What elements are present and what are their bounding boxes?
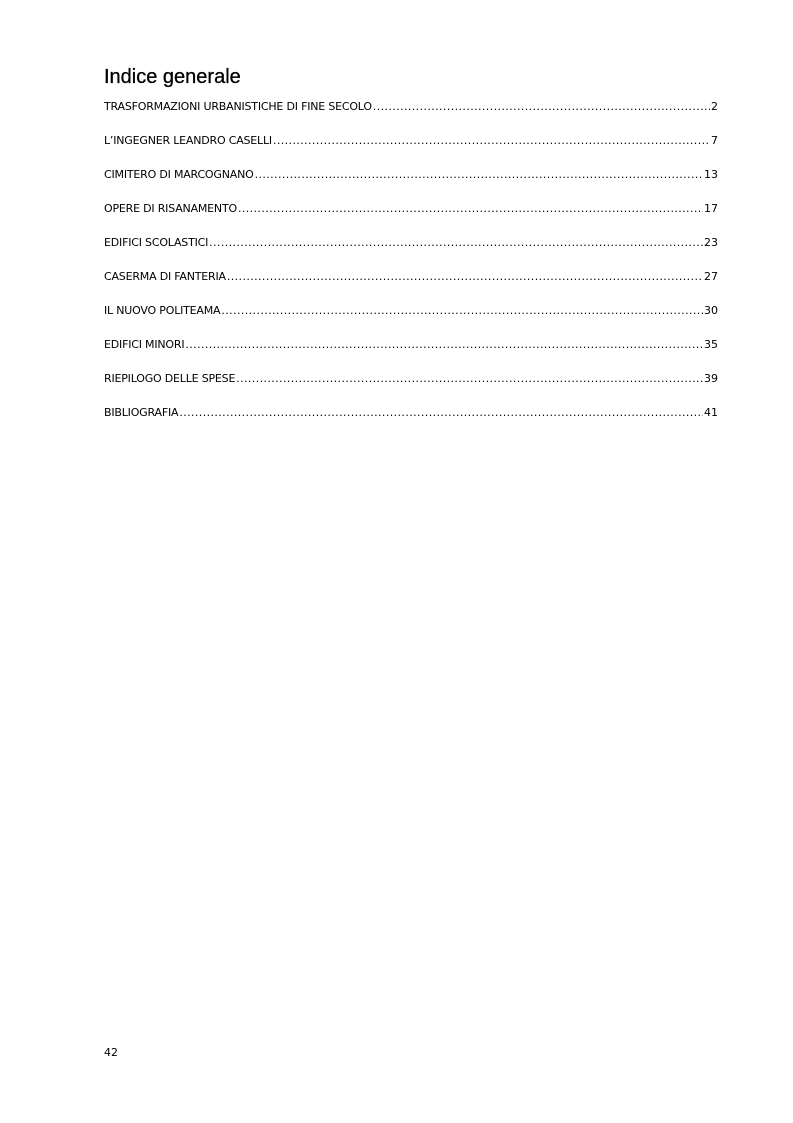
toc-entry-page-number: 30 (704, 304, 718, 317)
toc-entry-page-number: 17 (704, 202, 718, 215)
toc-heading: Indice generale (104, 66, 241, 88)
page-number: 42 (104, 1046, 118, 1059)
toc-entry-page-number: 13 (704, 168, 718, 181)
toc-entry[interactable] (104, 404, 718, 438)
dot-leader (238, 200, 703, 218)
dot-leader (227, 268, 703, 286)
dot-leader (373, 98, 710, 116)
toc-entry-page-number: 2 (711, 100, 718, 113)
dot-leader (179, 404, 703, 422)
toc-entry-title: OPERE DI RISANAMENTO (104, 202, 237, 215)
dot-leader (221, 302, 703, 320)
toc-entry-page-number: 23 (704, 236, 718, 249)
toc-entry-title: IL NUOVO POLITEAMA (104, 304, 221, 317)
toc-entry-title: EDIFICI SCOLASTICI (104, 236, 209, 249)
dot-leader (273, 132, 710, 150)
toc-entry-title: CASERMA DI FANTERIA (104, 270, 226, 283)
toc-entry[interactable] (104, 200, 718, 234)
toc-entry[interactable] (104, 234, 718, 268)
toc-entry[interactable] (104, 370, 718, 404)
toc-entry[interactable] (104, 336, 718, 370)
toc-entry-page-number: 39 (704, 372, 718, 385)
toc-entry-title: TRASFORMAZIONI URBANISTICHE DI FINE SECOLO (104, 100, 372, 113)
dot-leader (209, 234, 703, 252)
dot-leader (236, 370, 703, 388)
toc-entry-title: CIMITERO DI MARCOGNANO (104, 168, 254, 181)
toc-entry-title: BIBLIOGRAFIA (104, 406, 179, 419)
dot-leader (255, 166, 703, 184)
toc-entry[interactable] (104, 132, 718, 166)
toc-entry-page-number: 41 (704, 406, 718, 419)
toc-entry[interactable] (104, 98, 718, 132)
toc-list (104, 98, 718, 438)
toc-entry[interactable] (104, 166, 718, 200)
toc-entry[interactable] (104, 302, 718, 336)
toc-entry-title: L’INGEGNER LEANDRO CASELLI (104, 134, 272, 147)
toc-entry-page-number: 27 (704, 270, 718, 283)
toc-entry-title: RIEPILOGO DELLE SPESE (104, 372, 236, 385)
toc-entry-page-number: 35 (704, 338, 718, 351)
dot-leader (185, 336, 703, 354)
toc-entry[interactable] (104, 268, 718, 302)
toc-entry-title: EDIFICI MINORI (104, 338, 185, 351)
toc-entry-page-number: 7 (711, 134, 718, 147)
